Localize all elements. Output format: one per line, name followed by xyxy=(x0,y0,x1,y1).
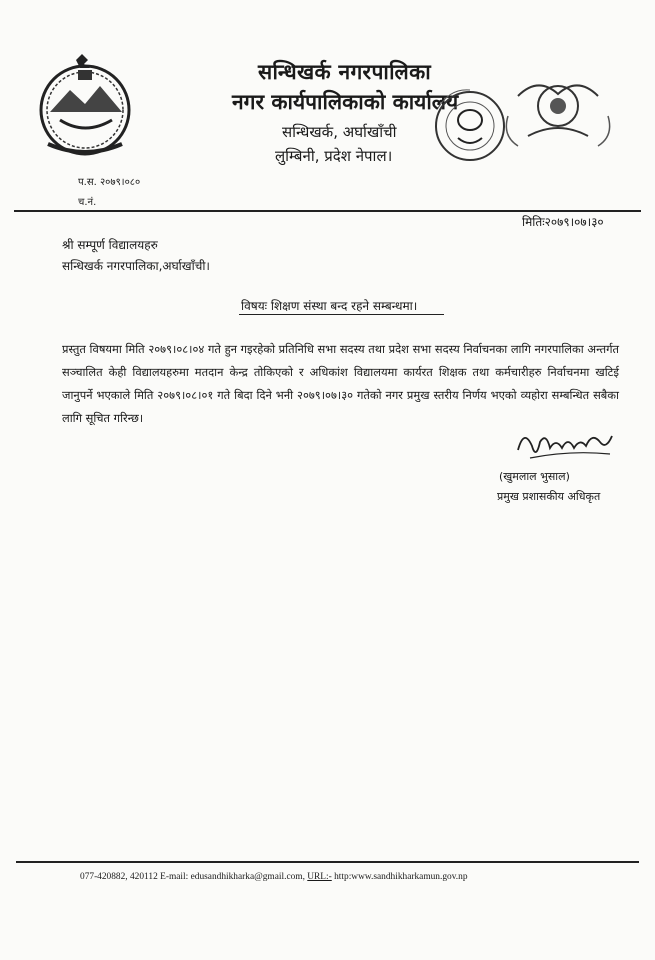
municipality-logo-icon xyxy=(498,66,618,164)
signature-icon xyxy=(510,420,620,470)
office-name: नगर कार्यपालिकाको कार्यालय xyxy=(232,90,459,114)
letter-date: मितिः२०७९।०७।३० xyxy=(522,215,604,229)
footer-email-label: E-mail: xyxy=(160,872,189,882)
footer-phones: 077-420882, 420112 xyxy=(80,872,158,882)
office-seal-icon xyxy=(430,68,508,178)
dispatch-number: च.नं. xyxy=(78,197,97,208)
footer-url[interactable]: http:www.sandhikharkamun.gov.np xyxy=(334,872,468,882)
municipality-name: सन्धिखर्क नगरपालिका xyxy=(258,60,431,84)
recipient-line-1: श्री सम्पूर्ण विद्यालयहरु xyxy=(62,238,158,252)
footer-url-label: URL:- xyxy=(307,872,332,882)
office-location: सन्धिखर्क, अर्घाखाँची xyxy=(282,123,397,141)
letter-subject: विषयः शिक्षण संस्था बन्द रहने सम्बन्धमा। xyxy=(241,299,418,313)
subject-underline xyxy=(239,314,444,315)
footer-email[interactable]: edusandhikharka@gmail.com, xyxy=(190,872,305,882)
office-province: लुम्बिनी, प्रदेश नेपाल। xyxy=(275,147,393,165)
recipient-line-2: सन्धिखर्क नगरपालिका,अर्घाखाँची। xyxy=(62,259,210,273)
footer-contact xyxy=(80,872,468,882)
signer-title: प्रमुख प्रशासकीय अधिकृत xyxy=(497,490,601,503)
reference-number: प.स. २०७९।०८० xyxy=(78,177,141,188)
letter-body: प्रस्तुत विषयमा मिति २०७९।०८।०४ गते हुन गइरहेको प्रतिनिधि सभा सदस्य तथा प्रदेश सभा सदस्य निर्वाचनका लागि नगरपालिका अन्तर्गत सञ्चालित केही विद्यालयहरुमा मतदान केन्द्र तोकिएको र अधिकांश विद्यालयमा कार्यरत शिक्षक तथा कर्मचारीहरु निर्वाचनमा खटिई जानुपर्ने भएकाले मिति २०७९।०८।०१ गते बिदा दिने भनी २०७९।०७।३० गतेको नगर प्रमुख स्तरीय निर्णय भएको व्यहोरा सम्बन्धित सबैका लागि सूचित गरिन्छ। xyxy=(62,342,619,425)
signer-name: (खुमलाल भुसाल) xyxy=(499,470,570,483)
header-divider xyxy=(14,210,641,212)
nepal-emblem-icon xyxy=(30,52,140,162)
footer-divider xyxy=(16,861,639,863)
